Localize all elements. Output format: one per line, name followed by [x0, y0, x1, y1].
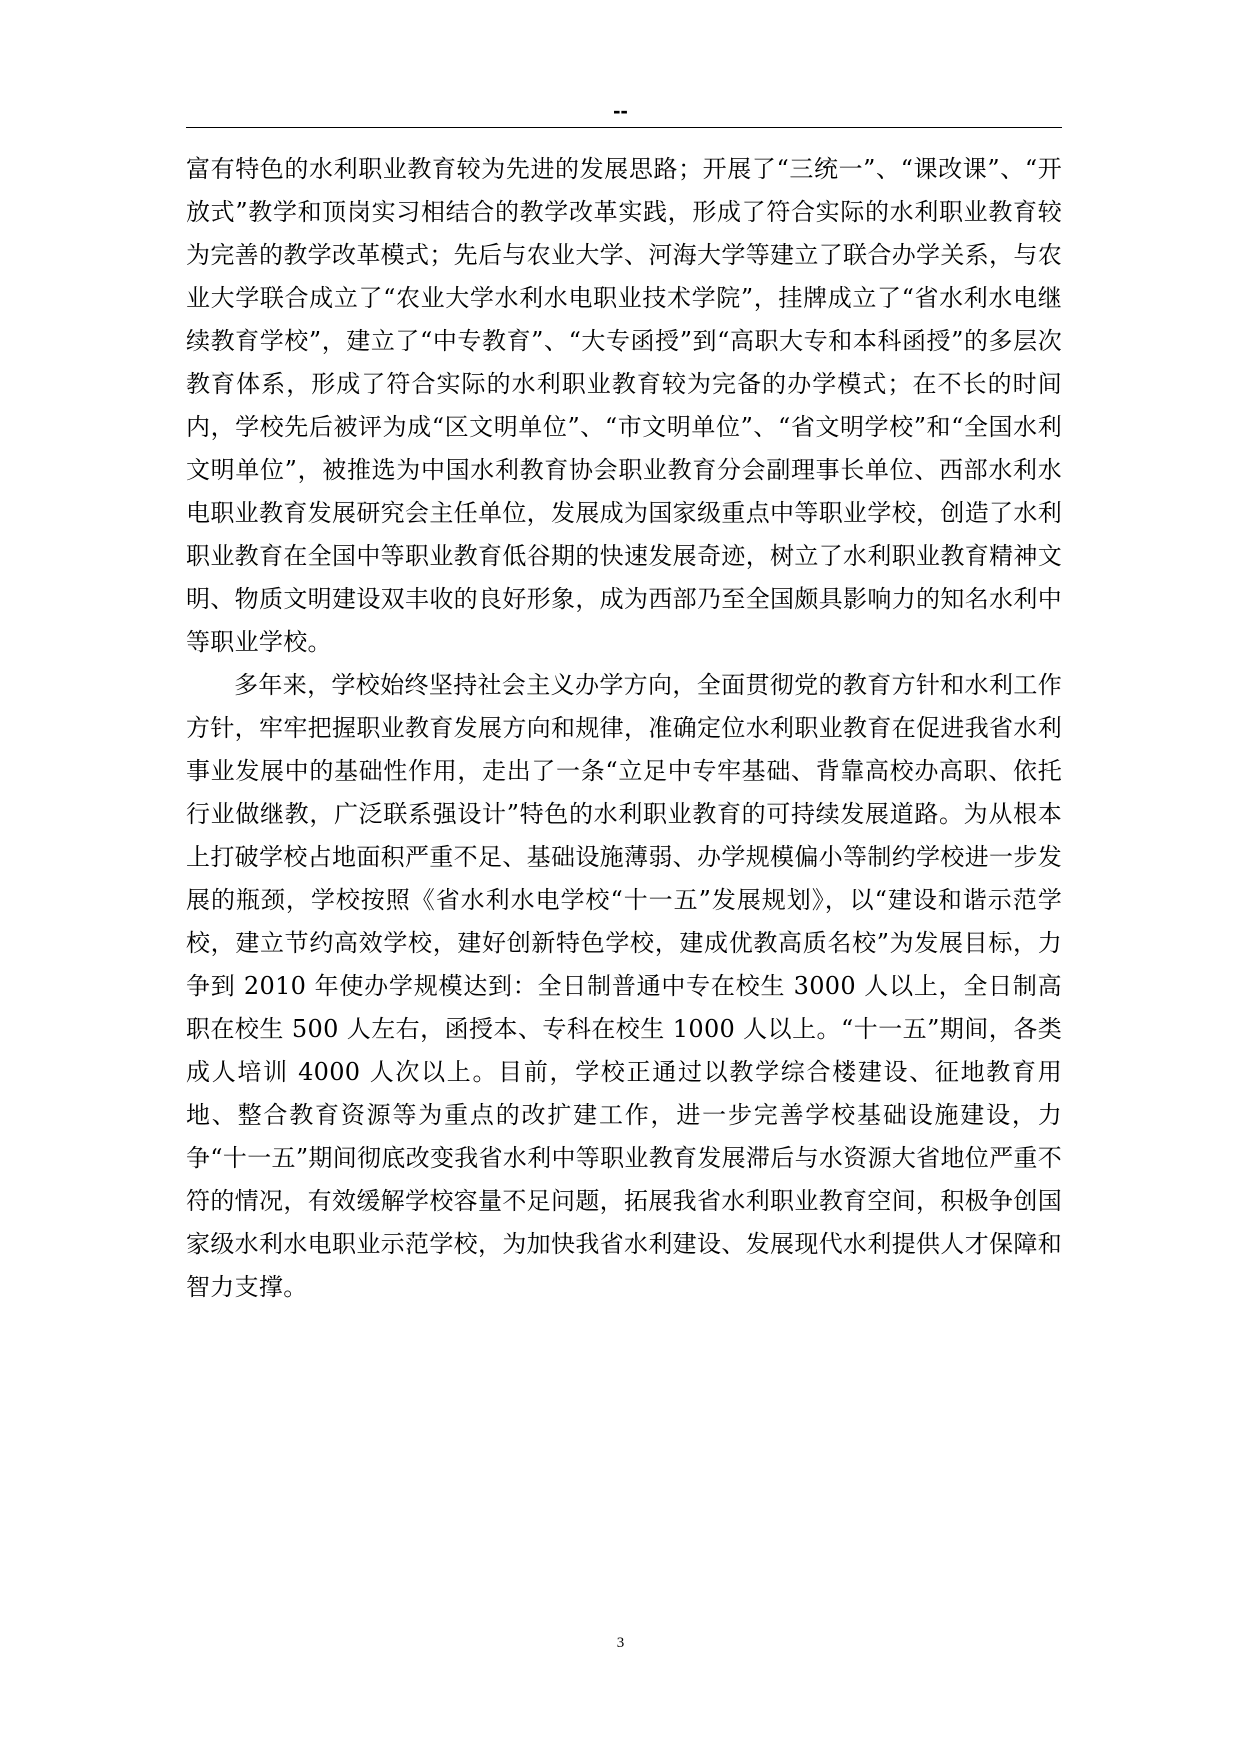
paragraph-development: 多年来，学校始终坚持社会主义办学方向，全面贯彻党的教育方针和水利工作方针，牢牢把握职业教育发展方向和规律，准确定位水利职业教育在促进我省水利事业发展中的基础性作用，走出了一条“立足中专牢基础、背靠高校办高职、依托行业做继教，广泛联系强设计”特色的水利职业教育的可持续发展道路。为从根本上打破学校占地面积严重不足、基础设施薄弱、办学规模偏小等制约学校进一步发展的瓶颈，学校按照《省水利水电学校“十一五”发展规划》，以“建设和谐示范学校，建立节约高效学校，建好创新特色学校，建成优教高质名校”为发展目标，力争到 2010 年使办学规模达到：全日制普通中专在校生 3000 人以上，全日制高职在校生 500 人左右，函授本、专科在校生 1000 人以上。“十一五”期间，各类成人培训 4000 人次以上。目前，学校正通过以教学综合楼建设、征地教育用地、整合教育资源等为重点的改扩建工作，进一步完善学校基础设施建设，力争“十一五”期间彻底改变我省水利中等职业教育发展滞后与水资源大省地位严重不符的情况，有效缓解学校容量不足问题，拓展我省水利职业教育空间，积极争创国家级水利水电职业示范学校，为加快我省水利建设、发展现代水利提供人才保障和智力支撑。	[186, 671, 1062, 1301]
document-body	[186, 148, 1062, 1309]
page-header-mark: --	[613, 98, 628, 123]
paragraph-continued: 富有特色的水利职业教育较为先进的发展思路；开展了“三统一”、“课改课”、“开放式”教学和顶岗实习相结合的教学改革实践，形成了符合实际的水利职业教育较为完善的教学改革模式；先后与农业大学、河海大学等建立了联合办学关系，与农业大学联合成立了“农业大学水利水电职业技术学院”，挂牌成立了“省水利水电继续教育学校”，建立了“中专教育”、“大专函授”到“高职大专和本科函授”的多层次教育体系，形成了符合实际的水利职业教育较为完备的办学模式；在不长的时间内，学校先后被评为成“区文明单位”、“市文明单位”、“省文明学校”和“全国水利文明单位”，被推选为中国水利教育协会职业教育分会副理事长单位、西部水利水电职业教育发展研究会主任单位，发展成为国家级重点中等职业学校，创造了水利职业教育在全国中等职业教育低谷期的快速发展奇迹，树立了水利职业教育精神文明、物质文明建设双丰收的良好形象，成为西部乃至全国颇具影响力的知名水利中等职业学校。	[186, 155, 1062, 656]
page-number: 3	[616, 1635, 625, 1651]
header-rule	[186, 127, 1062, 128]
